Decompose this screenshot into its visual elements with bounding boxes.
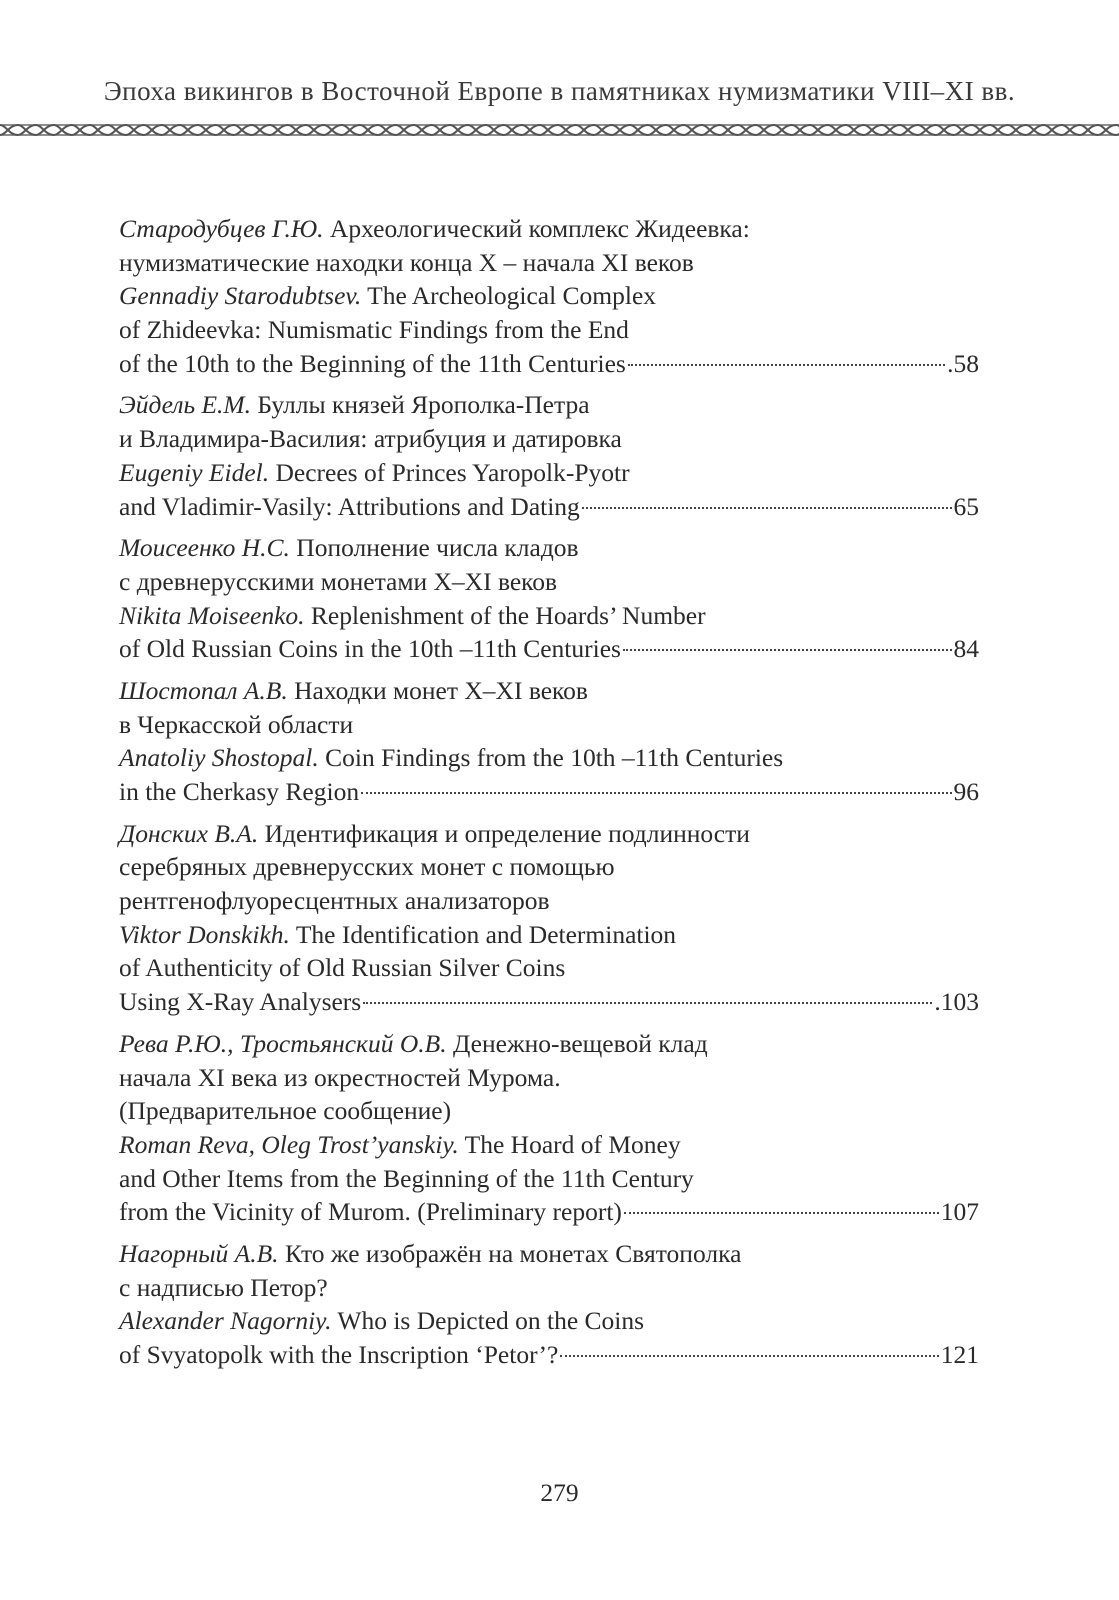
ru-title-line: нумизматические находки конца X – начала XI веков xyxy=(119,247,694,277)
ru-author: Шостопал А.В. xyxy=(119,675,288,705)
en-title-last: of Svyatopolk with the Inscription ‘Petor’? xyxy=(119,1340,559,1369)
en-line xyxy=(119,918,979,952)
en-line xyxy=(119,279,979,313)
dot-leader xyxy=(363,1001,932,1004)
ru-line xyxy=(119,531,979,565)
en-line xyxy=(119,456,979,490)
toc-last-line xyxy=(119,347,979,381)
toc-page-number: 121 xyxy=(940,1340,979,1369)
ru-title-line: с древнерусскими монетами X–XI веков xyxy=(119,566,558,596)
ru-title-line: начала XI века из окрестностей Мурома. xyxy=(119,1062,561,1092)
page-number: 279 xyxy=(540,1478,579,1507)
ru-author: Стародубцев Г.Ю. xyxy=(119,214,324,243)
ru-title-line: и Владимира-Василия: атрибуция и датировка xyxy=(119,424,622,454)
toc-entry xyxy=(119,1027,979,1229)
ru-author: Нагорный А.В. xyxy=(119,1238,279,1268)
en-author: Anatoliy Shostopal. xyxy=(119,743,319,773)
en-title: The Identification and Determination xyxy=(295,919,677,949)
en-title-last: and Vladimir-Vasily: Attributions and Dating xyxy=(119,491,580,521)
dot-leader xyxy=(361,791,951,794)
ru-title-line: рентгенофлуоресцентных анализаторов xyxy=(119,886,550,916)
dot-leader xyxy=(623,648,952,651)
toc-last-line xyxy=(119,775,979,809)
en-title-line: and Other Items from the Beginning of the 11th Century xyxy=(119,1163,694,1193)
toc-page-number: 107 xyxy=(940,1197,979,1227)
en-line xyxy=(119,1304,979,1338)
ru-title-line: (Предварительное сообщение) xyxy=(119,1096,452,1126)
dot-leader xyxy=(624,1211,939,1214)
dot-leader xyxy=(560,1354,938,1357)
en-title: Decrees of Princes Yaropolk-Pyotr xyxy=(275,457,630,487)
ru-title: Пополнение числа кладов xyxy=(296,533,579,563)
dot-leader xyxy=(582,506,952,509)
ru-title: Находки монет X–XI веков xyxy=(294,675,588,705)
toc-page-number: .58 xyxy=(947,348,979,378)
toc-entry xyxy=(119,674,979,809)
ru-title: Буллы князей Ярополка-Петра xyxy=(257,390,590,420)
ru-author: Рева Р.Ю., Тростьянский О.В. xyxy=(119,1028,447,1058)
en-title-last: from the Vicinity of Murom. (Preliminary report) xyxy=(119,1197,622,1227)
en-title: Replenishment of the Hoards’ Number xyxy=(310,600,706,630)
en-title-last: of the 10th to the Beginning of the 11th Centuries xyxy=(119,348,626,378)
en-author: Eugeniy Eidel. xyxy=(119,457,270,487)
ru-author: Моисеенко Н.С. xyxy=(119,533,290,563)
toc-entry xyxy=(119,1237,979,1372)
table-of-contents xyxy=(119,212,979,1380)
en-title-last: in the Cherkasy Region xyxy=(119,777,360,806)
en-author: Gennadiy Starodubtsev. xyxy=(119,281,362,311)
en-title-last: of Old Russian Coins in the 10th –11th Centuries xyxy=(119,634,621,664)
toc-page-number: 65 xyxy=(953,491,979,521)
toc-last-line xyxy=(119,1338,979,1372)
en-author: Viktor Donskikh. xyxy=(119,919,290,949)
toc-entry xyxy=(119,388,979,523)
en-title-line: of Authenticity of Old Russian Silver Coins xyxy=(119,953,566,983)
toc-page-number: 96 xyxy=(953,777,979,806)
en-title: Coin Findings from the 10th –11th Centuries xyxy=(325,743,784,773)
ru-author: Донских В.А. xyxy=(119,818,259,848)
ru-title-line: в Черкасской области xyxy=(119,709,354,739)
en-author: Roman Reva, Oleg Trost’yanskiy. xyxy=(119,1129,459,1159)
toc-last-line xyxy=(119,985,979,1019)
toc-entry xyxy=(119,817,979,1019)
toc-page-number: 84 xyxy=(953,634,979,664)
ru-line xyxy=(119,674,979,708)
toc-page-number: .103 xyxy=(934,987,979,1017)
en-title-line: of Zhideevka: Numismatic Findings from the End xyxy=(119,315,629,345)
en-line xyxy=(119,1128,979,1162)
en-author: Nikita Moiseenko. xyxy=(119,600,305,630)
ru-title: Кто же изображён на монетах Святополка xyxy=(284,1238,742,1268)
en-title-last: Using X-Ray Analysers xyxy=(119,987,362,1017)
running-head: Эпоха викингов в Восточной Европе в памятниках нумизматики VIII–XI вв. xyxy=(103,76,1016,106)
toc-last-line xyxy=(119,632,979,666)
ru-line xyxy=(119,212,979,246)
braid-ornament xyxy=(0,119,1119,141)
ru-author: Эйдель Е.М. xyxy=(119,390,252,420)
ru-line xyxy=(119,817,979,851)
toc-last-line xyxy=(119,490,979,524)
en-line xyxy=(119,599,979,633)
ru-title: Археологический комплекс Жидеевка: xyxy=(329,214,750,243)
ru-line xyxy=(119,1027,979,1061)
ru-title-line: с надписью Петор? xyxy=(119,1272,328,1302)
en-title: The Hoard of Money xyxy=(464,1129,681,1159)
en-line xyxy=(119,741,979,775)
ru-line xyxy=(119,1237,979,1271)
en-title: Who is Depicted on the Coins xyxy=(337,1306,645,1336)
toc-last-line xyxy=(119,1195,979,1229)
toc-entry xyxy=(119,212,979,380)
ru-title-line: серебряных древнерусских монет с помощью xyxy=(119,852,615,882)
en-author: Alexander Nagorniy. xyxy=(119,1306,332,1336)
ru-title: Денежно-вещевой клад xyxy=(452,1028,708,1058)
ru-title: Идентификация и определение подлинности xyxy=(264,818,750,848)
ru-line xyxy=(119,388,979,422)
toc-entry xyxy=(119,531,979,666)
dot-leader xyxy=(628,363,945,366)
en-title: The Archeological Complex xyxy=(367,281,657,311)
